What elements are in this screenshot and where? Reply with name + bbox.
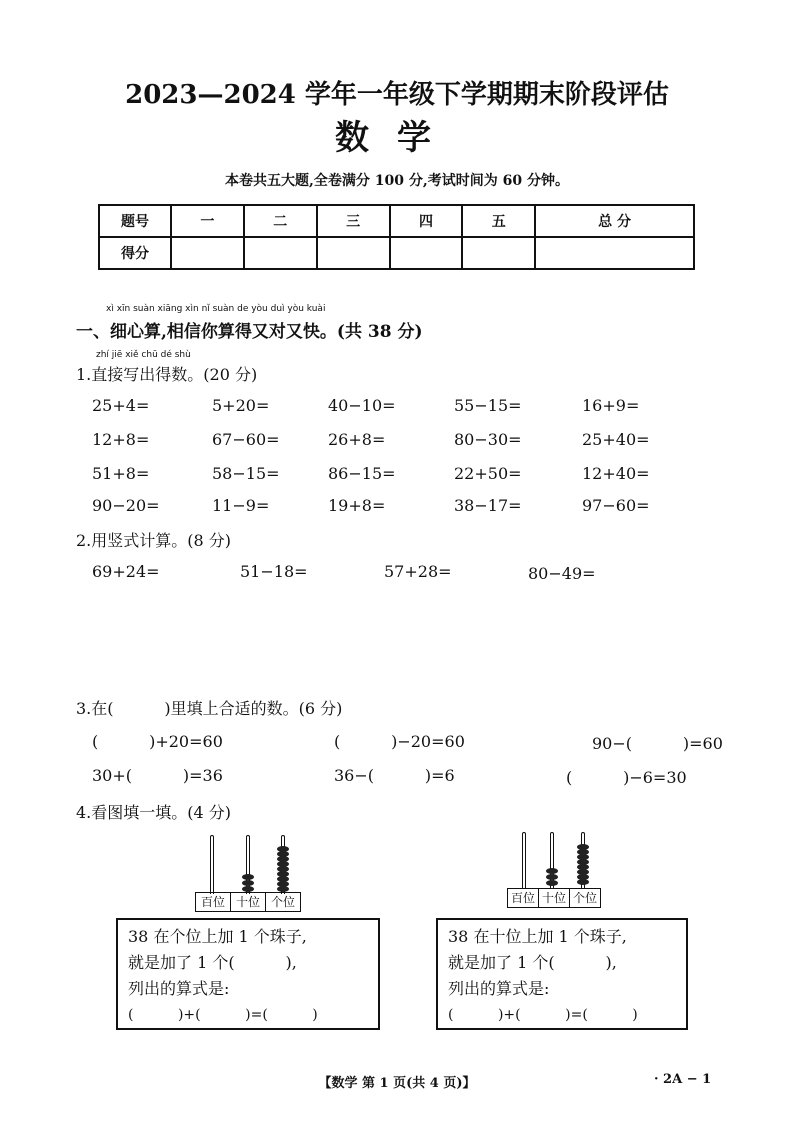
- q3-item: 36−( )=6: [334, 766, 455, 785]
- box-line: ( )+( )=( ): [128, 1007, 318, 1023]
- q1-title: 1.直接写出得数。(20 分): [76, 365, 258, 384]
- abacus-rod: [522, 832, 526, 888]
- q1-item: 55−15=: [454, 396, 522, 415]
- q1-item: 90−20=: [92, 496, 160, 515]
- box-line: 38 在个位上加 1 个珠子,: [128, 927, 307, 946]
- score-blank[interactable]: [244, 237, 317, 269]
- box-line: 就是加了 1 个( ),: [128, 953, 297, 972]
- q1-item: 16+9=: [582, 396, 640, 415]
- q3-item: ( )−6=30: [566, 768, 687, 787]
- q3-item: 30+( )=36: [92, 766, 223, 785]
- q3-item: 90−( )=60: [592, 734, 723, 753]
- page-footer: 【数学 第 1 页(共 4 页)】: [318, 1076, 476, 1091]
- abacus-bead: [546, 880, 558, 886]
- q3-item: ( )−20=60: [334, 732, 465, 751]
- place-label: 百位: [196, 893, 231, 911]
- exam-title: 2023—2024 学年一年级下学期期末阶段评估: [125, 80, 669, 110]
- q4-right-box: [436, 918, 688, 1030]
- place-label: 百位: [508, 889, 539, 907]
- score-cell: 三: [317, 205, 390, 237]
- page-code: · 2A − 1: [654, 1072, 712, 1087]
- score-table-header-row: [99, 205, 694, 237]
- score-cell: 一: [171, 205, 244, 237]
- q1-item: 67−60=: [212, 430, 280, 449]
- box-line: 列出的算式是:: [448, 979, 550, 998]
- q1-item: 51+8=: [92, 464, 150, 483]
- place-label: 十位: [231, 893, 266, 911]
- section1-pinyin: xì xīn suàn xiāng xìn nǐ suàn de yòu duì yòu kuài: [106, 304, 326, 314]
- q2-item: 57+28=: [384, 562, 452, 581]
- score-blank[interactable]: [171, 237, 244, 269]
- score-cell: 总 分: [535, 205, 694, 237]
- score-table: [98, 204, 695, 270]
- q1-item: 19+8=: [328, 496, 386, 515]
- q3-title: 3.在( )里填上合适的数。(6 分): [76, 699, 343, 718]
- q2-item: 69+24=: [92, 562, 160, 581]
- abacus-place-labels: [195, 892, 301, 912]
- q1-item: 5+20=: [212, 396, 270, 415]
- score-blank[interactable]: [390, 237, 463, 269]
- q1-item: 25+4=: [92, 396, 150, 415]
- q2-title: 2.用竖式计算。(8 分): [76, 531, 232, 550]
- q1-item: 12+40=: [582, 464, 650, 483]
- score-blank[interactable]: [462, 237, 535, 269]
- q1-item: 97−60=: [582, 496, 650, 515]
- score-cell: 二: [244, 205, 317, 237]
- abacus-rod: [210, 835, 214, 894]
- section1-title: 一、细心算,相信你算得又对又快。(共 38 分): [76, 322, 423, 342]
- abacus-left: [195, 830, 305, 912]
- q1-pinyin: zhí jiē xiě chū dé shù: [96, 350, 191, 360]
- q1-item: 40−10=: [328, 396, 396, 415]
- q1-item: 25+40=: [582, 430, 650, 449]
- box-line: 就是加了 1 个( ),: [448, 953, 617, 972]
- box-line: 38 在十位上加 1 个珠子,: [448, 927, 627, 946]
- q4-title: 4.看图填一填。(4 分): [76, 803, 232, 822]
- score-cell: 题号: [99, 205, 171, 237]
- score-blank[interactable]: [535, 237, 694, 269]
- box-line: ( )+( )=( ): [448, 1007, 638, 1023]
- exam-subject: 数学: [335, 118, 459, 158]
- q4-left-box: [116, 918, 380, 1030]
- q1-item: 26+8=: [328, 430, 386, 449]
- score-blank[interactable]: [317, 237, 390, 269]
- q3-item: ( )+20=60: [92, 732, 223, 751]
- abacus-bead: [577, 879, 589, 885]
- q1-item: 58−15=: [212, 464, 280, 483]
- score-cell: 四: [390, 205, 463, 237]
- q1-item: 12+8=: [92, 430, 150, 449]
- score-cell: 得分: [99, 237, 171, 269]
- place-label: 个位: [572, 891, 597, 905]
- place-label: 个位: [270, 895, 295, 909]
- q1-item: 38−17=: [454, 496, 522, 515]
- score-table-score-row: [99, 237, 694, 269]
- score-cell: 五: [462, 205, 535, 237]
- q2-item: 80−49=: [528, 564, 596, 583]
- place-label: 十位: [539, 889, 570, 907]
- q1-item: 86−15=: [328, 464, 396, 483]
- q1-item: 22+50=: [454, 464, 522, 483]
- box-line: 列出的算式是:: [128, 979, 230, 998]
- abacus-place-labels: [507, 888, 601, 908]
- q2-item: 51−18=: [240, 562, 308, 581]
- exam-note: 本卷共五大题,全卷满分 100 分,考试时间为 60 分钟。: [225, 173, 569, 189]
- abacus-right: [507, 830, 617, 912]
- q1-item: 11−9=: [212, 496, 270, 515]
- q1-item: 80−30=: [454, 430, 522, 449]
